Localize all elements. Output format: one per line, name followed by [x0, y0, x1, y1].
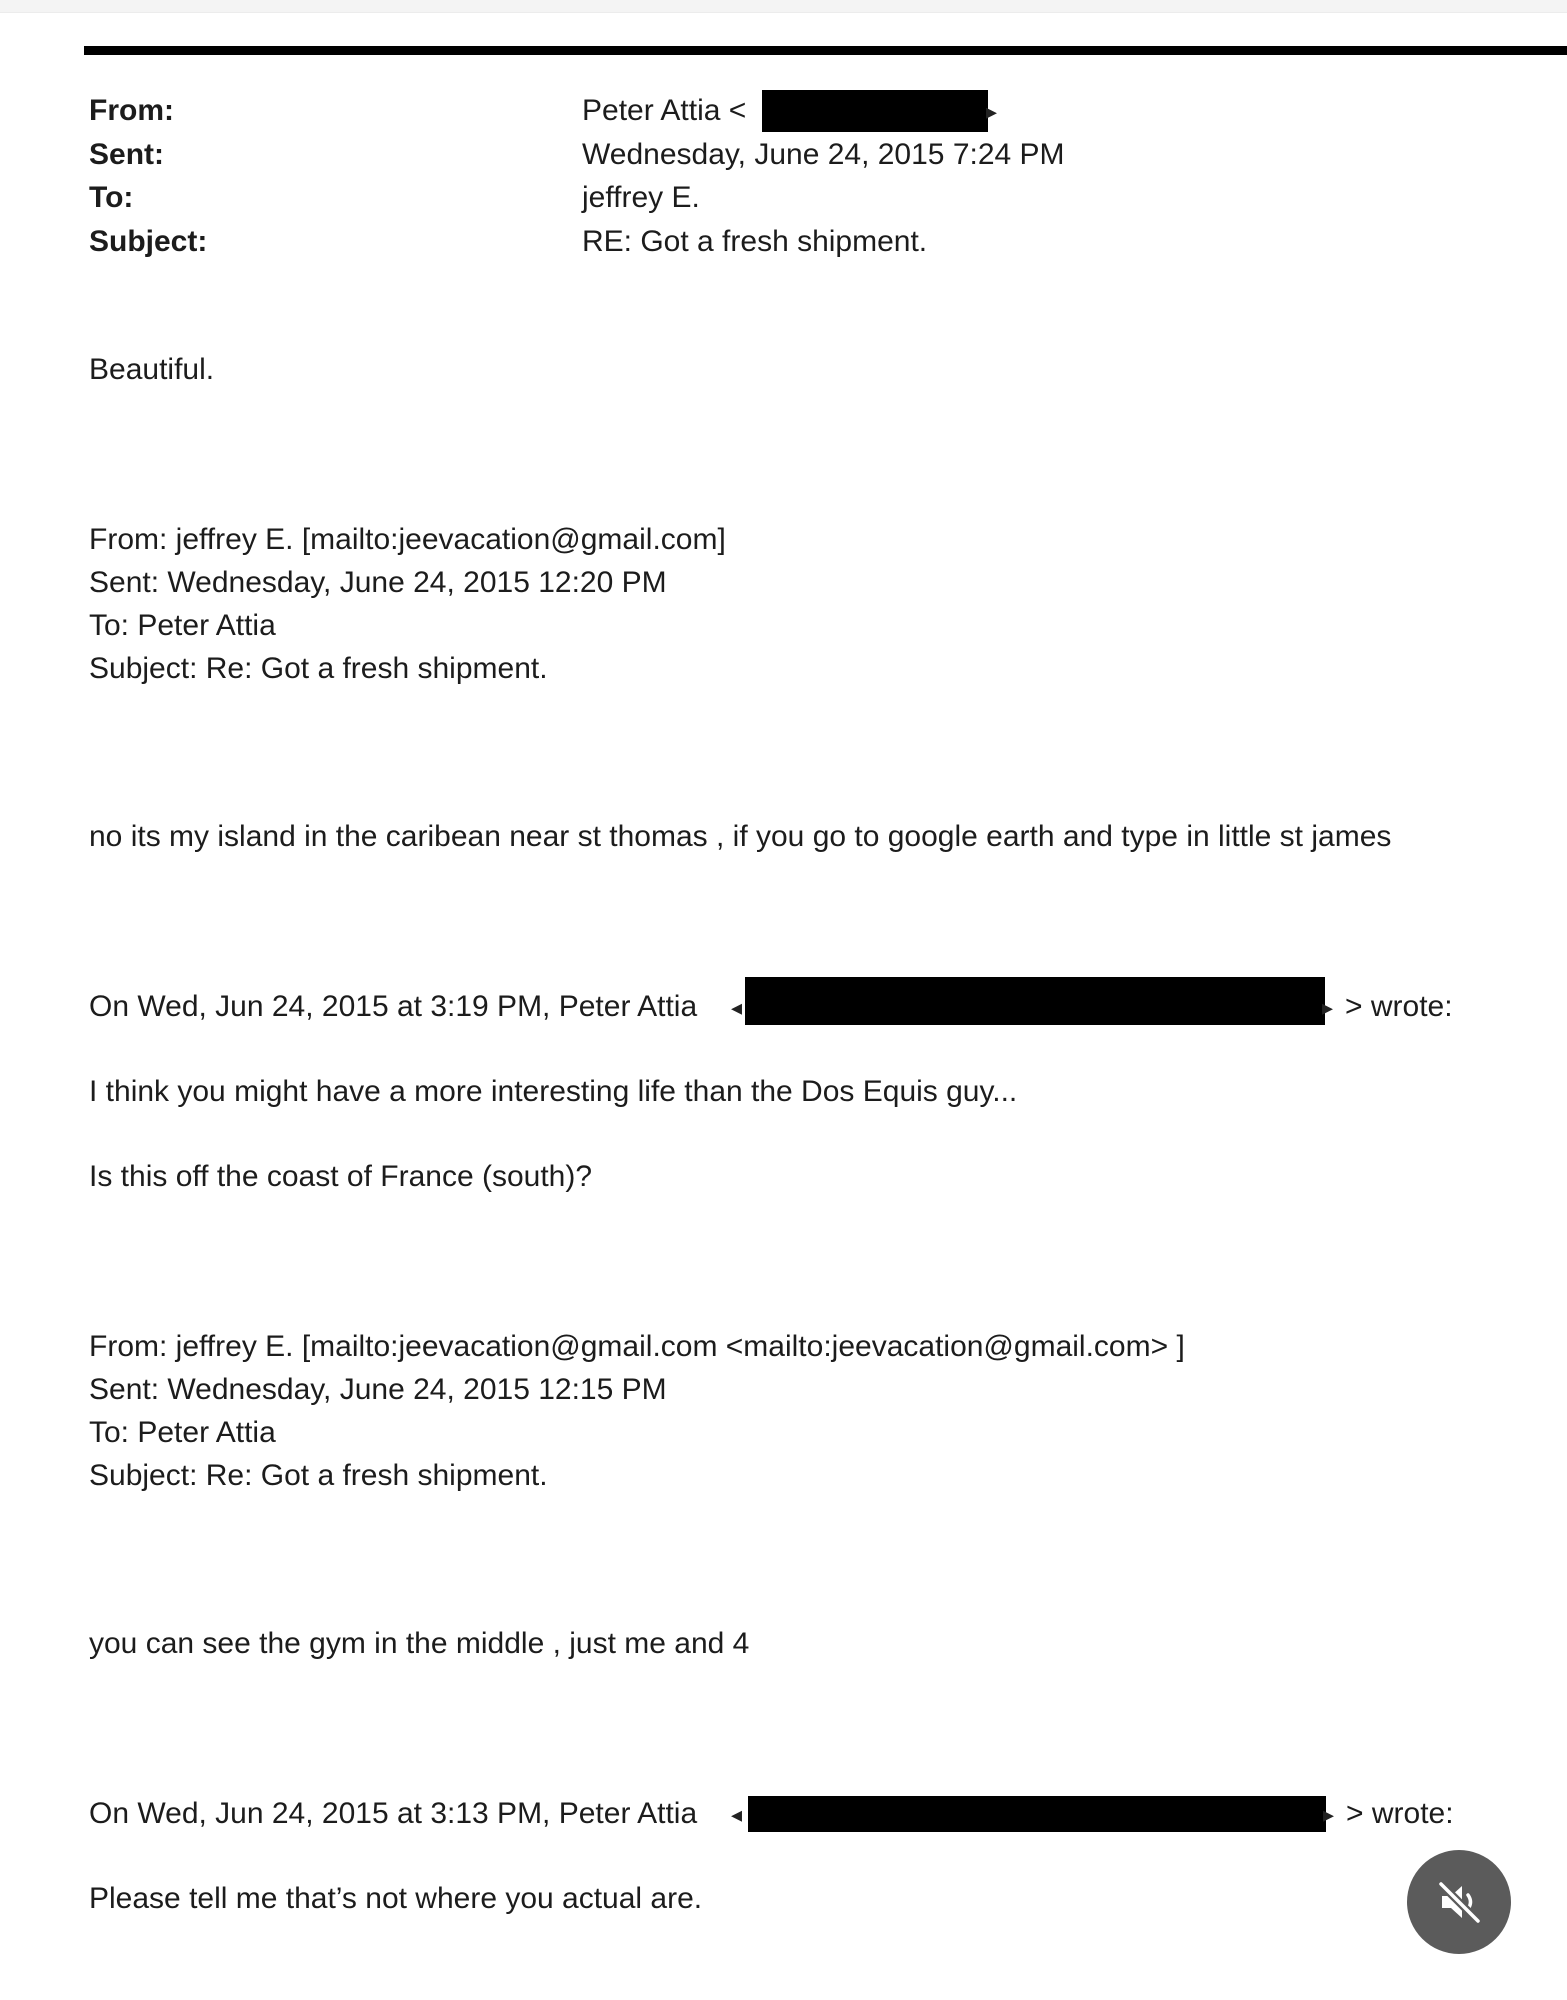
from-label: From: — [89, 94, 174, 127]
redaction-bar — [748, 1796, 1326, 1832]
quoted1-subject: Subject: Re: Got a fresh shipment. — [89, 652, 548, 685]
quoted1-body: no its my island in the caribean near st thomas , if you go to google earth and type in little st james — [89, 820, 1392, 853]
subject-label: Subject: — [89, 225, 208, 258]
subject-value: RE: Got a fresh shipment. — [582, 225, 928, 258]
angle-bracket-icon: ▸ — [1322, 995, 1334, 1020]
quoted2-wrote-suffix: > wrote: — [1345, 990, 1453, 1023]
quoted3-sent: Sent: Wednesday, June 24, 2015 12:15 PM — [89, 1373, 667, 1406]
quoted4-line1: Please tell me that’s not where you actual are. — [89, 1882, 703, 1915]
redaction-bar — [745, 977, 1325, 1025]
redaction-bar — [762, 90, 988, 132]
quoted2-line2: Is this off the coast of France (south)? — [89, 1160, 593, 1193]
quoted3-body: you can see the gym in the middle , just me and 4 — [89, 1627, 750, 1660]
quoted2-wrote-prefix: On Wed, Jun 24, 2015 at 3:19 PM, Peter Attia — [89, 990, 698, 1023]
quoted4-wrote-suffix: > wrote: — [1346, 1797, 1454, 1830]
header-rule — [84, 46, 1567, 55]
from-value: Peter Attia < — [582, 94, 747, 127]
quoted2-line1: I think you might have a more interesting life than the Dos Equis guy... — [89, 1075, 1018, 1108]
quoted3-from: From: jeffrey E. [mailto:jeevacation@gmail.com <mailto:jeevacation@gmail.com> ] — [89, 1330, 1185, 1363]
angle-bracket-icon: ◂ — [731, 995, 743, 1020]
reply-body: Beautiful. — [89, 353, 215, 386]
sent-value: Wednesday, June 24, 2015 7:24 PM — [582, 138, 1065, 171]
angle-bracket-icon: ▸ — [1323, 1802, 1335, 1827]
angle-bracket-icon: ◂ — [731, 1802, 743, 1827]
to-label: To: — [89, 181, 134, 214]
speaker-muted-icon — [1434, 1877, 1484, 1927]
to-value: jeffrey E. — [582, 181, 700, 214]
mute-button[interactable] — [1407, 1850, 1511, 1954]
quoted1-from: From: jeffrey E. [mailto:jeevacation@gmail.com] — [89, 523, 726, 556]
quoted3-subject: Subject: Re: Got a fresh shipment. — [89, 1459, 548, 1492]
top-edge — [0, 0, 1567, 13]
quoted1-to: To: Peter Attia — [89, 609, 276, 642]
quoted4-wrote-prefix: On Wed, Jun 24, 2015 at 3:13 PM, Peter Attia — [89, 1797, 698, 1830]
quoted3-to: To: Peter Attia — [89, 1416, 276, 1449]
angle-bracket-icon: ▸ — [986, 99, 998, 124]
quoted1-sent: Sent: Wednesday, June 24, 2015 12:20 PM — [89, 566, 667, 599]
sent-label: Sent: — [89, 138, 164, 171]
